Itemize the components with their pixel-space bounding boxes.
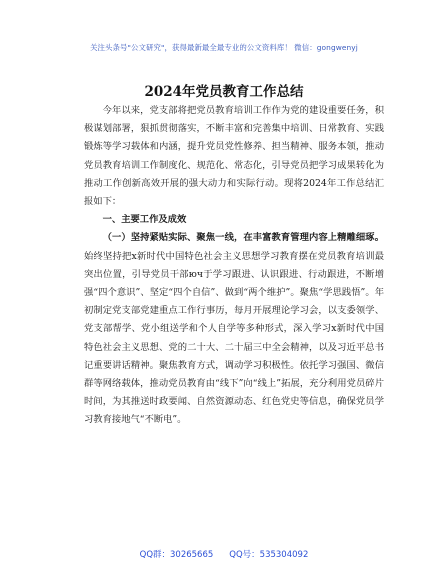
section-heading: 一、主要工作及成效 — [102, 214, 187, 226]
footer-contact — [0, 548, 448, 560]
header-note: 关注头条号"公文研究"，获得最新最全最专业的公文资料库！ 微信：gongwenyj — [90, 43, 358, 52]
document-body — [84, 102, 384, 430]
qq-group-label: QQ群：30265665 — [139, 550, 214, 560]
sub-section-body: 始终坚持把x新时代中国特色社会主义思想学习教育摆在党员教育培训最突出位置，引导党员干部юч于学习跟进、认识跟进、行动跟进，不断增强“四个意识”、坚定“四个自信”、做到“两个维护”。聚焦“学思践悟”。年初制定党支部党建重点工作行事历，每月开展理论学习会，以支委领学、党支部帮学、党小组送学和个人自学等多种形式，深入学习x新时代中国特色社会主义思想、党的二十大、二十届三中全会精神，以及习近平总书记重要讲话精神。聚焦教育方式，调动学习积极性。依托学习强国、微信群等网络载体，推动党员教育由“线下”向“线上”拓展，充分利用党员碎片时间，为其推送时政要闻、自然资源动态、红色党史等信息，确保党员学习教育接地气“不断电”。 — [84, 250, 384, 426]
sub-section-heading: （一）坚持紧贴实际、聚焦一线，在丰富教育管理内容上精雕细琢。 — [102, 232, 384, 244]
sub-section-paragraph — [84, 229, 384, 429]
page-title: 2024年党员教育工作总结 — [144, 84, 304, 100]
qq-number-label: QQ号：535304092 — [229, 550, 309, 560]
intro-paragraph: 今年以来，党支部将把党员教育培训工作作为党的建设重要任务，积极谋划部署，狠抓贯彻落实，不断丰富和完善集中培训、日常教育、实践锻炼等学习载体和内涵，提升党员党性修养、担当精神、服务本领，推动党员教育培训工作制度化、规范化、常态化，引导党员把学习成果转化为推动工作创新高效开展的强大动力和实际行动。现将2024年工作总结汇报如下： — [84, 105, 384, 208]
